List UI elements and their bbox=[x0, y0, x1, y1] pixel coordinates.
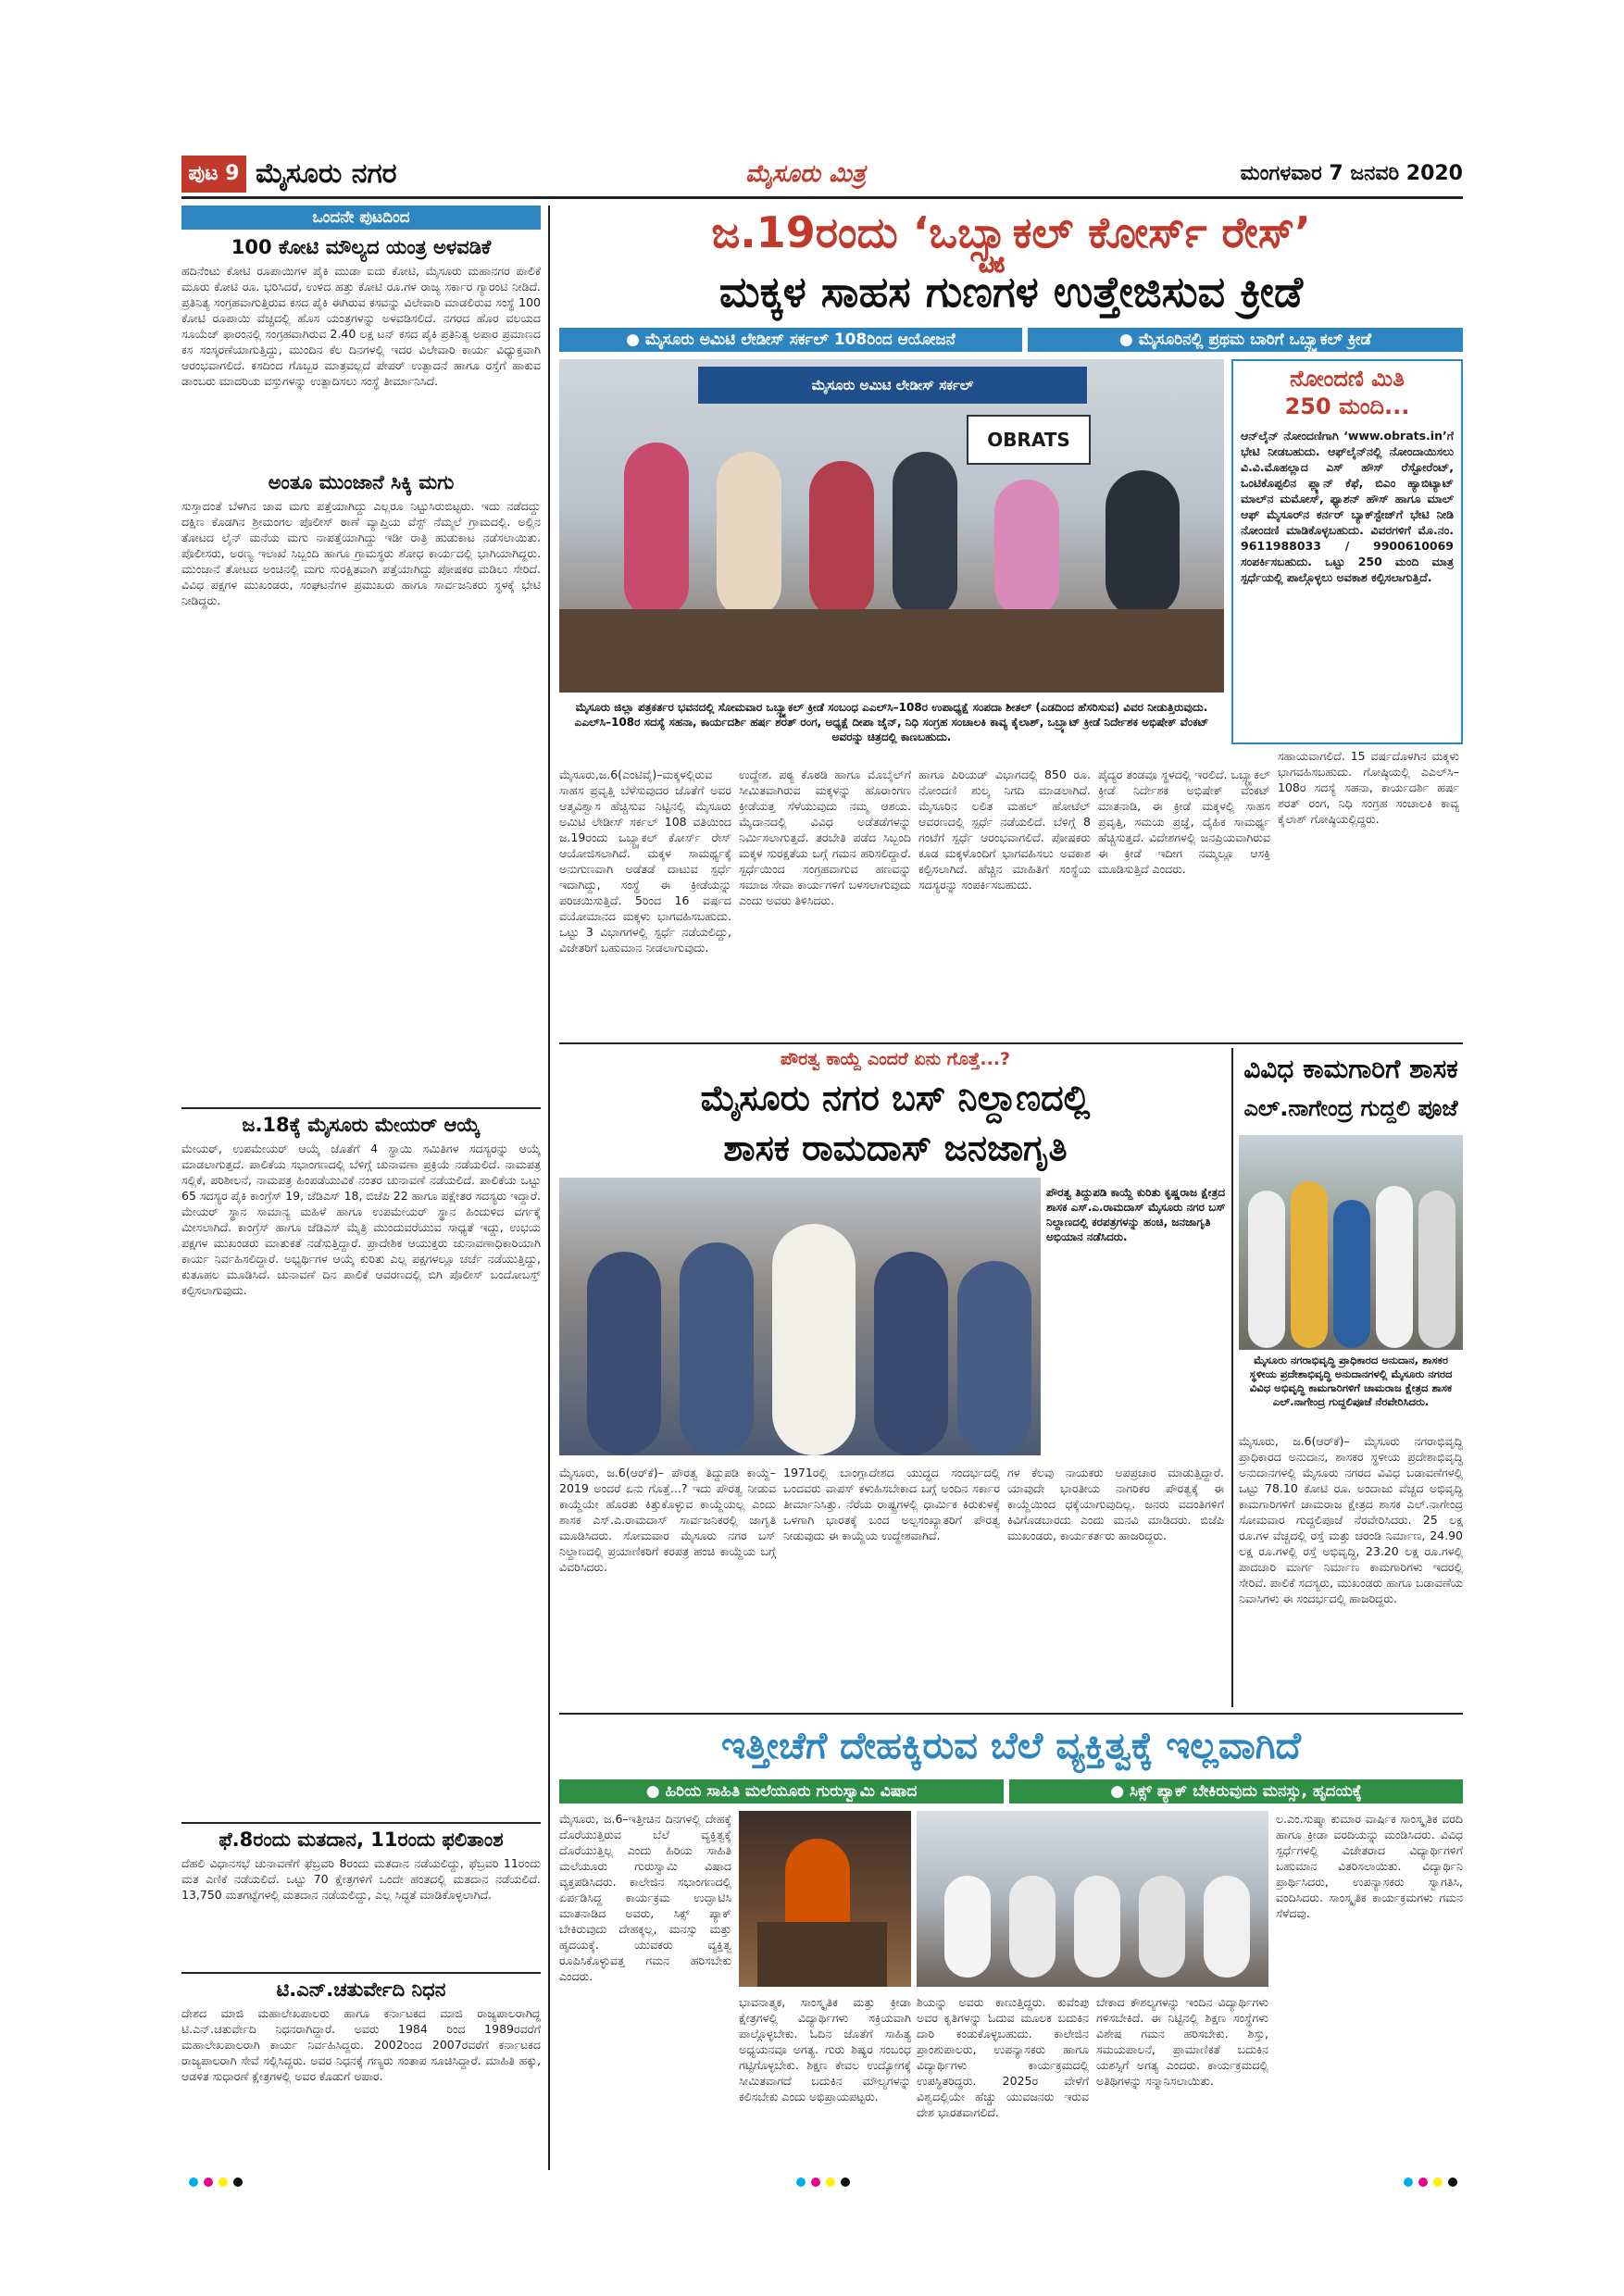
top-strap-1-text: ಮೈಸೂರು ಅಮಿಟಿ ಲೇಡೀಸ್ ಸರ್ಕಲ್ 108ರಿಂದ ಆಯೋಜನೆ bbox=[644, 331, 956, 349]
story-body-mayor: ಮೇಯರ್, ಉಪಮೇಯರ್ ಆಯ್ಕೆ ಜೊತೆಗೆ 4 ಸ್ಥಾಯಿ ಸಮಿತಿಗಳ ಸದಸ್ಯರನ್ನು ಆಯ್ಕೆ ಮಾಡಲಾಗುತ್ತದೆ. ಪಾಲಿಕೆಯ ಸಭಾಂಗಣದಲ್ಲಿ ಬೆಳಿಗ್ಗೆ ಚುನಾವಣಾ ಪ್ರಕ್ರಿಯೆ ನಡೆಯಲಿದೆ. ನಾಮಪತ್ರ ಸಲ್ಲಿಕೆ, ಪರಿಶೀಲನೆ, ನಾಮಪತ್ರ ಹಿಂಪಡೆಯುವಿಕೆ ನಂತರ ಚುನಾವಣೆ ನಡೆಯಲಿದೆ. ಪಾಲಿಕೆಯ ಒಟ್ಟು 65 ಸದಸ್ಯರ ಪೈಕಿ ಕಾಂಗ್ರೆಸ್ 19, ಜೆಡಿಎಸ್ 18, ಬಿಜೆಪಿ 22 ಹಾಗೂ ಪಕ್ಷೇತರ ಸದಸ್ಯರು ಇದ್ದಾರೆ. ಮೇಯರ್ ಸ್ಥಾನ ಸಾಮಾನ್ಯ ಮಹಿಳೆ ಹಾಗೂ ಉಪಮೇಯರ್ ಸ್ಥಾನ ಹಿಂದುಳಿದ ವರ್ಗಕ್ಕೆ ಮೀಸಲಾಗಿದೆ. ಕಾಂಗ್ರೆಸ್ ಹಾಗೂ ಜೆಡಿಎಸ್ ಮೈತ್ರಿ ಮುಂದುವರೆಯುವ ಸಾಧ್ಯತೆ ಇದ್ದು, ಉಭಯ ಪಕ್ಷಗಳ ಮುಖಂಡರು ಮಾತುಕತೆ ನಡೆಸುತ್ತಿದ್ದಾರೆ. ಪ್ರಾದೇಶಿಕ ಆಯುಕ್ತರು ಚುನಾವಣಾಧಿಕಾರಿಯಾಗಿ ಕಾರ್ಯ ನಿರ್ವಹಿಸಲಿದ್ದಾರೆ. ಅಭ್ಯರ್ಥಿಗಳ ಆಯ್ಕೆ ಕುರಿತು ಎಲ್ಲ ಪಕ್ಷಗಳಲ್ಲೂ ಚರ್ಚೆ ನಡೆಯುತ್ತಿದ್ದು, ಕುತೂಹಲ ಮೂಡಿಸಿದೆ. ಚುನಾವಣೆ ದಿನ ಪಾಲಿಕೆ ಆವರಣದಲ್ಲಿ ಬಿಗಿ ಪೊಲೀಸ್ ಬಂದೋಬಸ್ತ್ ಕಲ್ಪಿಸಲಾಗುವುದು. bbox=[181, 1142, 541, 1297]
registration-dot-yellow bbox=[219, 2177, 228, 2187]
registration-dot-magenta bbox=[1418, 2177, 1428, 2187]
person bbox=[1248, 1191, 1285, 1348]
person bbox=[1376, 1186, 1413, 1348]
reg-head-1: ನೋಂದಣಿ ಮಿತಿ bbox=[1290, 366, 1405, 392]
top-headline-1: ಜ.19ರಂದು ‘ಒಬ್ಸ್ಟ್ಯಾಕಲ್ ಕೋರ್ಸ್ ರೇಸ್’ bbox=[711, 207, 1311, 257]
person bbox=[1291, 1181, 1328, 1348]
reg-head-2: 250 ಮಂದಿ... bbox=[1284, 393, 1410, 419]
person bbox=[893, 452, 957, 618]
top-story-col-3: ಹಾಗೂ ಪಿರಿಯಡ್ ವಿಭಾಗದಲ್ಲಿ 850 ರೂ. ನೋಂದಣಿ ಶುಲ್ಕ ನಿಗದಿ ಮಾಡಲಾಗಿದೆ. ಮೈಸೂರಿನ ಲಲಿತ ಮಹಲ್ ಹೋಟೆಲ್ ಆವರಣದಲ್ಲಿ ಸ್ಪರ್ಧೆ ನಡೆಯಲಿದೆ. ಬೆಳಿಗ್ಗೆ 8 ಗಂಟೆಗೆ ಸ್ಪರ್ಧೆ ಆರಂಭವಾಗಲಿದೆ. ಪೋಷಕರು ಕೂಡ ಮಕ್ಕಳೊಂದಿಗೆ ಭಾಗವಹಿಸಲು ಅವಕಾಶ ಕಲ್ಪಿಸಲಾಗಿದೆ. ಹೆಚ್ಚಿನ ಮಾಹಿತಿಗೆ ಸಂಸ್ಥೆಯ ಸದಸ್ಯರನ್ನು ಸಂಪರ್ಕಿಸಬಹುದು. bbox=[918, 767, 1091, 892]
top-story-col-4: ಪೈದ್ಯರ ತಂಡವೂ ಸ್ಥಳದಲ್ಲಿ ಇರಲಿದೆ. ಒಬ್ಸ್ಟ್ಯಾಕಲ್ ಕ್ರೀಡೆ ನಿರ್ದೇಶಕ ಅಭಿಷೇಕ್ ವೆಂಕಟ್ ಮಾತನಾಡಿ, ಈ ಕ್ರೀಡೆ ಮಕ್ಕಳಲ್ಲಿ ಸಾಹಸ ಪ್ರವೃತ್ತಿ, ಸಮಯ ಪ್ರಜ್ಞೆ, ದೈಹಿಕ ಸಾಮರ್ಥ್ಯ ಹೆಚ್ಚಿಸುತ್ತದೆ. ವಿದೇಶಗಳಲ್ಲಿ ಜನಪ್ರಿಯವಾಗಿರುವ ಈ ಕ್ರೀಡೆ ಇದೀಗ ನಮ್ಮಲ್ಲೂ ಆಸಕ್ತಿ ಮೂಡಿಸುತ್ತಿದೆ ಎಂದರು. bbox=[1098, 767, 1270, 876]
story-head-obituary: ಟಿ.ಎನ್.ಚತುರ್ವೇದಿ ನಿಧನ bbox=[181, 1972, 541, 2003]
section-rule-2 bbox=[559, 1713, 1463, 1715]
bottom-col-1: ಮೈಸೂರು, ಜ.6–ಇತ್ತೀಚಿನ ದಿನಗಳಲ್ಲಿ ದೇಹಕ್ಕೆ ದೊರೆಯುತ್ತಿರುವ ಬೆಲೆ ವ್ಯಕ್ತಿತ್ವಕ್ಕೆ ದೊರೆಯುತ್ತಿಲ್ಲ ಎಂದು ಹಿರಿಯ ಸಾಹಿತಿ ಮಲೆಯೂರು ಗುರುಸ್ವಾಮಿ ವಿಷಾದ ವ್ಯಕ್ತಪಡಿಸಿದರು. ಕಾಲೇಜಿನ ಸಭಾಂಗಣದಲ್ಲಿ ಏರ್ಪಡಿಸಿದ್ದ ಕಾರ್ಯಕ್ರಮ ಉದ್ಘಾಟಿಸಿ ಮಾತನಾಡಿದ ಅವರು, ಸಿಕ್ಸ್ ಪ್ಯಾಕ್ ಬೇಕಿರುವುದು ದೇಹಕ್ಕಲ್ಲ, ಮನಸ್ಸು ಮತ್ತು ಹೃದಯಕ್ಕೆ. ಯುವಕರು ವ್ಯಕ್ತಿತ್ವ ರೂಪಿಸಿಕೊಳ್ಳುವತ್ತ ಗಮನ ಹರಿಸಬೇಕು ಎಂದರು. bbox=[559, 1812, 731, 1983]
story-head-mayor: ಜ.18ಕ್ಕೆ ಮೈಸೂರು ಮೇಯರ್ ಆಯ್ಕೆ bbox=[181, 1107, 541, 1139]
top-story-col-5: ಸಹಾಯವಾಗಲಿದೆ. 15 ವರ್ಷದೊಳಗಿನ ಮಕ್ಕಳು ಭಾಗವಹಿಸಬಹುದು. ಗೋಷ್ಠಿಯಲ್ಲಿ ಎಎಲ್‌ಸಿ–108ರ ಸದಸ್ಯೆ ಸಹನಾ, ಕಾರ್ಯದರ್ಶಿ ಹರ್ಷ ಶರತ್ ರಂಗ, ನಿಧಿ ಸಂಗ್ರಹ ಸಂಚಾಲಕಿ ಕಾವ್ಯ ಕೈಲಾಶ್ ಗೋಷ್ಠಿಯಲ್ಲಿದ್ದರು. bbox=[1278, 749, 1459, 826]
guest bbox=[1204, 1876, 1250, 1978]
person bbox=[809, 461, 874, 618]
bottom-col-2: ಭಾವನಾತ್ಮಕ, ಸಾಂಸ್ಕೃತಿಕ ಮತ್ತು ಕ್ರೀಡಾ ಕ್ಷೇತ್ರಗಳಲ್ಲಿ ವಿದ್ಯಾರ್ಥಿಗಳು ಸಕ್ರಿಯವಾಗಿ ಪಾಲ್ಗೊಳ್ಳಬೇಕು. ಓದಿನ ಜೊತೆಗೆ ಸಾಹಿತ್ಯ ಅಧ್ಯಯನವೂ ಅಗತ್ಯ. ಗುರು ಶಿಷ್ಯರ ಸಂಬಂಧ ಗಟ್ಟಿಗೊಳ್ಳಬೇಕು. ಶಿಕ್ಷಣ ಕೇವಲ ಉದ್ಯೋಗಕ್ಕೆ ಸೀಮಿತವಾಗದೆ ಬದುಕಿನ ಮೌಲ್ಯಗಳನ್ನು ಕಲಿಸಬೇಕು ಎಂದು ಅಭಿಪ್ರಾಯಪಟ್ಟರು. bbox=[739, 1995, 911, 2103]
speaker-photo bbox=[739, 1811, 911, 1987]
story-body-child: ಸುಸ್ತಾದಂತೆ ಬೆಳಗಿನ ಜಾವ ಮಗು ಪತ್ತೆಯಾಗಿದ್ದು ಎಲ್ಲರೂ ನಿಟ್ಟುಸಿರುಬಿಟ್ಟರು. ಇದು ನಡೆದದ್ದು ದಕ್ಷಿಣ ಕೊಡಗಿನ ಶ್ರೀಮಂಗಲ ಪೊಲೀಸ್ ಠಾಣೆ ವ್ಯಾಪ್ತಿಯ ವೆಸ್ಟ್ ನೆಮ್ಮಲೆ ಗ್ರಾಮದಲ್ಲಿ. ಅಲ್ಲಿನ ತೋಟದ ಲೈನ್ ಮನೆಯ ಮಗು ನಾಪತ್ತೆಯಾಗಿದ್ದು ಇಡೀ ರಾತ್ರಿ ಹುಡುಕಾಟ ನಡೆಸಲಾಯಿತು. ಪೊಲೀಸರು, ಅರಣ್ಯ ಇಲಾಖೆ ಸಿಬ್ಬಂದಿ ಹಾಗೂ ಗ್ರಾಮಸ್ಥರು ಶೋಧ ಕಾರ್ಯದಲ್ಲಿ ಭಾಗಿಯಾಗಿದ್ದರು. ಮುಂಜಾನೆ ತೋಟದ ಅಂಚಿನಲ್ಲಿ ಮಗು ಸುರಕ್ಷಿತವಾಗಿ ಪತ್ತೆಯಾಗಿದ್ದು ಪೋಷಕರ ಮಡಿಲು ಸೇರಿದೆ. ವಿವಿಧ ಪಕ್ಷಗಳ ಮುಖಂಡರು, ಸಂಘಟನೆಗಳ ಪ್ರಮುಖರು ಹಾಗೂ ಸಾರ್ವಜನಿಕರು ಸ್ಥಳಕ್ಕೆ ಭೇಟಿ ನೀಡಿದ್ದರು. bbox=[181, 499, 541, 607]
guest bbox=[1009, 1876, 1056, 1978]
podium bbox=[757, 1922, 887, 1987]
top-strap-2: ● ಮೈಸೂರಿನಲ್ಲಿ ಪ್ರಥಮ ಬಾರಿಗೆ ಒಬ್ಸ್ಟ್ಯಾಕಲ್ ಕ್ರೀಡೆ bbox=[1028, 328, 1463, 352]
person bbox=[717, 452, 781, 618]
press-meet-caption: ಮೈಸೂರು ಜಿಲ್ಲಾ ಪತ್ರಕರ್ತರ ಭವನದಲ್ಲಿ ಸೋಮವಾರ ಒಬ್ಸ್ಟ್ಯಾಕಲ್ ಕ್ರೀಡೆ ಸಂಬಂಧ ಎಎಲ್‌ಸಿ–108ರ ಉಪಾಧ್ಯಕ್ಷೆ ಸಂಪದಾ ಶೀತಲ್ (ಎಡದಿಂದ ಹೆಸರಿಸುವ) ವಿವರ ನೀಡುತ್ತಿರುವುದು. ಎಎಲ್‌ಸಿ–108ರ ಸದಸ್ಯೆ ಸಹನಾ, ಕಾರ್ಯದರ್ಶಿ ಹರ್ಷ ಶರತ್ ರಂಗ, ಅಧ್ಯಕ್ಷೆ ದೀಪಾ ಜೈನ್, ನಿಧಿ ಸಂಗ್ರಹ ಸಂಚಾಲಕಿ ಕಾವ್ಯ ಕೈಲಾಶ್, ಒಬ್ರ್ಯಾಟ್ ಕ್ರೀಡೆ ನಿರ್ದೇಶಕ ಅಭಿಷೇಕ್ ವೆಂಕಟ್ ಅವರನ್ನು ಚಿತ್ರದಲ್ಲಿ ಕಾಣಬಹುದು. bbox=[574, 701, 1209, 743]
obrats-logo: OBRATS bbox=[967, 415, 1091, 465]
student bbox=[957, 1261, 1031, 1455]
registration-dot-yellow bbox=[826, 2177, 835, 2187]
mid-divider bbox=[1231, 1048, 1233, 1707]
registration-dot-magenta bbox=[204, 2177, 213, 2187]
registration-dot-black bbox=[1448, 2177, 1457, 2187]
person bbox=[1418, 1191, 1455, 1348]
page-badge: ಪುಟ 9 bbox=[181, 156, 246, 193]
guest bbox=[1074, 1876, 1120, 1978]
top-story-col-1: ಮೈಸೂರು,ಜ.6(ಎಂಟಿವೈ)–ಮಕ್ಕಳಲ್ಲಿರುವ ಸಾಹಸ ಪ್ರವೃತ್ತಿ ಬೆಳೆಸುವುದರ ಜೊತೆಗೆ ಅವರ ಆತ್ಮವಿಶ್ವಾಸ ಹೆಚ್ಚಿಸುವ ನಿಟ್ಟಿನಲ್ಲಿ ಮೈಸೂರು ಅಮಿಟಿ ಲೇಡೀಸ್ ಸರ್ಕಲ್ 108 ವತಿಯಿಂದ ಜ.19ರಂದು ಒಬ್ಸ್ಟ್ಯಾಕಲ್ ಕೋರ್ಸ್ ರೇಸ್ ಆಯೋಜಿಸಲಾಗಿದೆ. ಮಕ್ಕಳ ಸಾಮರ್ಥ್ಯಕ್ಕೆ ಅನುಗುಣವಾಗಿ ಅಡೆತಡೆ ದಾಟುವ ಸ್ಪರ್ಧೆ ಇದಾಗಿದ್ದು, ಸಂಸ್ಥೆ ಈ ಕ್ರೀಡೆಯನ್ನು ಪರಿಚಯಿಸುತ್ತಿದೆ. 5ರಿಂದ 16 ವರ್ಷದ ವಯೋಮಾನದ ಮಕ್ಕಳು ಭಾಗವಹಿಸಬಹುದು. ಒಟ್ಟು 3 ವಿಭಾಗಗಳಲ್ಲಿ ಸ್ಪರ್ಧೆ ನಡೆಯಲಿದ್ದು, ವಿಜೇತರಿಗೆ ಬಹುಮಾನ ನೀಡಲಾಗುವುದು. bbox=[559, 767, 731, 955]
bus-stand-photo bbox=[559, 1178, 1041, 1455]
guest bbox=[1139, 1876, 1185, 1978]
student bbox=[587, 1252, 661, 1455]
registration-box bbox=[1231, 359, 1463, 744]
student bbox=[680, 1242, 754, 1455]
press-meet-photo bbox=[559, 359, 1224, 693]
reg-body: ಆನ್‌ಲೈನ್ ನೋಂದಣಿಗಾಗಿ ‘www.obrats.in’ಗೆ ಭೇಟಿ ನೀಡಬಹುದು. ಆಫ್‌ಲೈನ್‌ನಲ್ಲಿ ನೋಂದಾಯಿಸಲು ವಿ.ವಿ.ಮೊಹಲ್ಲಾದ ಎಸ್ ಹೌಸ್ ರೆಸ್ಟೋರೆಂಟ್, ಒಂಟಿಕೊಪ್ಪಲಿನ ಪ್ಲ್ಯಾನ್ ಕೆಫೆ, ಬಿಎಂ ಹ್ಯಾಬಿಟ್ಯಾಟ್ ಮಾಲ್‌ನ ಮಮೋಸ್, ಫ್ಯಾಶನ್ ಹೌಸ್ ಹಾಗೂ ಮಾಲ್ ಆಫ್ ಮೈಸೂರ್‌ನ ಕರ್ನರ್ ಬ್ಯಾಕ್‌ಸ್ಟೇಜ್‌ಗೆ ಭೇಟಿ ನೀಡಿ ನೋಂದಣಿ ಮಾಡಿಕೊಳ್ಳಬಹುದು. ವಿವರಗಳಿಗೆ ಮೊ.ನಂ. 9611988033 / 9900610069 ಸಂಪರ್ಕಿಸಬಹುದು. ಒಟ್ಟು 250 ಮಂದಿ ಮಾತ್ರ ಸ್ಪರ್ಧೆಯಲ್ಲಿ ಪಾಲ್ಗೊಳ್ಳಲು ಅವಕಾಶ ಕಲ್ಪಿಸಲಾಗುತ್ತಿದೆ. bbox=[1241, 429, 1454, 584]
bottom-col-3: ಶಿಯನ್ನು ಅವರು ಕಾಣುತ್ತಿದ್ದರು. ಕುವೆಂಪು ಅವರ ಕೃತಿಗಳನ್ನು ಓದುವ ಮೂಲಕ ಬದುಕಿನ ದಾರಿ ಕಂಡುಕೊಳ್ಳಬಹುದು. ಕಾಲೇಜಿನ ಪ್ರಾಂಶುಪಾಲರು, ಉಪನ್ಯಾಸಕರು ಹಾಗೂ ವಿದ್ಯಾರ್ಥಿಗಳು ಕಾರ್ಯಕ್ರಮದಲ್ಲಿ ಉಪಸ್ಥಿತರಿದ್ದರು. 2025ರ ವೇಳೆಗೆ ವಿಶ್ವದಲ್ಲಿಯೇ ಹೆಚ್ಚು ಯುವಜನರು ಇರುವ ದೇಶ ಭಾರತವಾಗಲಿದೆ. bbox=[917, 1995, 1089, 2119]
registration-dot-cyan bbox=[796, 2177, 806, 2187]
mla-body: ಮೈಸೂರು, ಜ.6(ಆರ್‌ಕೆ)– ಮೈಸೂರು ನಗರಾಭಿವೃದ್ಧಿ ಪ್ರಾಧಿಕಾರದ ಅನುದಾನ, ಶಾಸಕರ ಸ್ಥಳೀಯ ಪ್ರದೇಶಾಭಿವೃದ್ಧಿ ಅನುದಾನಗಳಲ್ಲಿ ಮೈಸೂರು ನಗರದ ವಿವಿಧ ಬಡಾವಣೆಗಳಲ್ಲಿ ಒಟ್ಟು 78.10 ಕೋಟಿ ರೂ. ಅಂದಾಜು ವೆಚ್ಚದ ಅಭಿವೃದ್ಧಿ ಕಾಮಗಾರಿಗಳಿಗೆ ಚಾಮರಾಜ ಕ್ಷೇತ್ರದ ಶಾಸಕ ಎಲ್.ನಾಗೇಂದ್ರ ಸೋಮವಾರ ಗುದ್ದಲಿಪೂಜೆ ನೆರವೇರಿಸಿದರು. 25 ಲಕ್ಷ ರೂ.ಗಳ ವೆಚ್ಚದಲ್ಲಿ ರಸ್ತೆ ಮತ್ತು ಚರಂಡಿ ನಿರ್ಮಾಣ, 24.90 ಲಕ್ಷ ರೂ.ಗಳಲ್ಲಿ ರಸ್ತೆ ಅಭಿವೃದ್ಧಿ, 23.20 ಲಕ್ಷ ರೂ.ಗಳಲ್ಲಿ ಪಾದಚಾರಿ ಮಾರ್ಗ ನಿರ್ಮಾಣ ಕಾಮಗಾರಿಗಳು ಇದರಲ್ಲಿ ಸೇರಿವೆ. ಪಾಲಿಕೆ ಸದಸ್ಯರು, ಮುಖಂಡರು ಹಾಗೂ ಬಡಾವಣೆಯ ನಿವಾಸಿಗಳು ಈ ಸಂದರ್ಭದಲ್ಲಿ ಹಾಜರಿದ್ದರು. bbox=[1239, 1434, 1463, 1605]
person bbox=[1333, 1200, 1370, 1348]
story-body-obituary: ದೇಶದ ಮಾಜಿ ಮಹಾಲೇಖಪಾಲರು ಹಾಗೂ ಕರ್ನಾಟಕದ ಮಾಜಿ ರಾಜ್ಯಪಾಲರಾಗಿದ್ದ ಟಿ.ಎನ್.ಚತುರ್ವೇದಿ ನಿಧನರಾಗಿದ್ದಾರೆ. ಅವರು 1984 ರಿಂದ 1989ರವರೆಗೆ ಮಹಾಲೇಖಪಾಲರಾಗಿ ಕಾರ್ಯ ನಿರ್ವಹಿಸಿದ್ದರು. 2002ರಿಂದ 2007ರವರೆಗೆ ಕರ್ನಾಟಕದ ರಾಜ್ಯಪಾಲರಾಗಿ ಸೇವೆ ಸಲ್ಲಿಸಿದ್ದರು. ಅವರ ನಿಧನಕ್ಕೆ ಗಣ್ಯರು ಸಂತಾಪ ಸೂಚಿಸಿದ್ದಾರೆ. ಮಾಹಿತಿ ಹಕ್ಕು, ಆಡಳಿತ ಸುಧಾರಣೆ ಕ್ಷೇತ್ರಗಳಲ್ಲಿ ಅವರ ಕೊಡುಗೆ ಅಪಾರ. bbox=[181, 2006, 541, 2083]
registration-dot-black bbox=[233, 2177, 243, 2187]
continued-label: ಒಂದನೇ ಪುಟದಿಂದ bbox=[181, 206, 541, 230]
person bbox=[624, 443, 689, 618]
left-column-divider bbox=[548, 206, 550, 2170]
registration-dot-black bbox=[841, 2177, 850, 2187]
bottom-headline: ಇತ್ತೀಚೆಗೆ ದೇಹಕ್ಕಿರುವ ಬೆಲೆ ವ್ಯಕ್ತಿತ್ವಕ್ಕೆ ಇಲ್ಲವಾಗಿದೆ bbox=[720, 1725, 1302, 1767]
bus-col-1: ಮೈಸೂರು, ಜ.6(ಆರ್‌ಕೆ)– ಪೌರತ್ವ ತಿದ್ದುಪಡಿ ಕಾಯ್ದೆ–2019 ಅಂದರೆ ಏನು ಗೊತ್ತೆ...? ಇದು ಪೌರತ್ವ ನೀಡುವ ಕಾಯ್ದೆಯೇ ಹೊರತು ಕಿತ್ತುಕೊಳ್ಳುವ ಕಾಯ್ದೆಯಲ್ಲ ಎಂದು ಶಾಸಕ ಎಸ್.ಎ.ರಾಮದಾಸ್ ಸಾರ್ವಜನಿಕರಲ್ಲಿ ಜಾಗೃತಿ ಮೂಡಿಸಿದರು. ಸೋಮವಾರ ಮೈಸೂರು ನಗರ ಬಸ್ ನಿಲ್ದಾಣದಲ್ಲಿ ಪ್ರಯಾಣಿಕರಿಗೆ ಕರಪತ್ರ ಹಂಚಿ ಕಾಯ್ದೆಯ ಬಗ್ಗೆ ವಿವರಿಸಿದರು. bbox=[559, 1466, 776, 1574]
registration-dot-magenta bbox=[811, 2177, 820, 2187]
groundbreaking-photo bbox=[1239, 1135, 1463, 1350]
section-title: ಮೈಸೂರು ನಗರ bbox=[256, 157, 397, 190]
bottom-col-4: ಬೇಕಾದ ಕೌಶಲ್ಯಗಳನ್ನು ಇಂದಿನ ವಿದ್ಯಾರ್ಥಿಗಳು ಗಳಿಸಬೇಕಿದೆ. ಈ ನಿಟ್ಟಿನಲ್ಲಿ ಶಿಕ್ಷಣ ಸಂಸ್ಥೆಗಳು ವಿಶೇಷ ಗಮನ ಹರಿಸಬೇಕು. ಶಿಸ್ತು, ಸಮಯಪಾಲನೆ, ಪ್ರಾಮಾಣಿಕತೆ ಬದುಕಿನ ಯಶಸ್ಸಿಗೆ ಅಗತ್ಯ ಎಂದರು. ಕಾರ್ಯಕ್ರಮದಲ್ಲಿ ಅತಿಥಿಗಳನ್ನು ಸನ್ಮಾನಿಸಲಾಯಿತು. bbox=[1096, 1995, 1268, 2088]
mla-figure bbox=[772, 1224, 856, 1455]
section-rule bbox=[559, 1042, 1463, 1044]
registration-dot-cyan bbox=[189, 2177, 198, 2187]
masthead: ಮೈಸೂರು ಮಿತ್ರ bbox=[745, 160, 866, 188]
groundbreaking-caption: ಮೈಸೂರು ನಗರಾಭಿವೃದ್ಧಿ ಪ್ರಾಧಿಕಾರದ ಅನುದಾನ, ಶಾಸಕರ ಸ್ಥಳೀಯ ಪ್ರದೇಶಾಭಿವೃದ್ಧಿ ಅನುದಾನಗಳಲ್ಲಿ ಮೈಸೂರು ನಗರದ ವಿವಿಧ ಅಭಿವೃದ್ಧಿ ಕಾಮಗಾರಿಗಳಿಗೆ ಚಾಮರಾಜ ಕ್ಷೇತ್ರದ ಶಾಸಕ ಎಲ್.ನಾಗೇಂದ್ರ ಗುದ್ದಲಿಪೂಜೆ ನೆರವೇರಿಸಿದರು. bbox=[1249, 1354, 1453, 1408]
banner: ಮೈಸೂರು ಅಮಿಟಿ ಲೇಡೀಸ್ ಸರ್ಕಲ್ bbox=[698, 367, 1087, 404]
bus-col-3: ಗಳ ಕೆಲವು ನಾಯಕರು ಅಪಪ್ರಚಾರ ಮಾಡುತ್ತಿದ್ದಾರೆ. ಯಾವುದೇ ಭಾರತೀಯ ನಾಗರಿಕರ ಪೌರತ್ವಕ್ಕೆ ಈ ಕಾಯ್ದೆಯಿಂದ ಧಕ್ಕೆಯಾಗುವುದಿಲ್ಲ. ಜನರು ವದಂತಿಗಳಿಗೆ ಕಿವಿಗೊಡಬಾರದು ಎಂದು ಮನವಿ ಮಾಡಿದರು. ಬಿಜೆಪಿ ಮುಖಂಡರು, ಕಾರ್ಯಕರ್ತರು ಹಾಜರಿದ್ದರು. bbox=[1007, 1466, 1224, 1542]
bottom-strap-1: ● ಹಿರಿಯ ಸಾಹಿತಿ ಮಲೆಯೂರು ಗುರುಸ್ವಾಮಿ ವಿಷಾದ bbox=[559, 1779, 1004, 1803]
student bbox=[874, 1252, 948, 1455]
bus-headline-2: ಶಾಸಕ ರಾಮದಾಸ್ ಜನಜಾಗೃತಿ bbox=[723, 1128, 1068, 1168]
bottom-strap-2: ● ಸಿಕ್ಸ್ ಪ್ಯಾಕ್ ಬೇಕಿರುವುದು ಮನಸ್ಸು, ಹೃದಯಕ್ಕೆ bbox=[1009, 1779, 1463, 1803]
bottom-strap-1-text: ಹಿರಿಯ ಸಾಹಿತಿ ಮಲೆಯೂರು ಗುರುಸ್ವಾಮಿ ವಿಷಾದ bbox=[665, 1782, 918, 1801]
top-strap-1: ● ಮೈಸೂರು ಅಮಿಟಿ ಲೇಡೀಸ್ ಸರ್ಕಲ್ 108ರಿಂದ ಆಯೋಜನೆ bbox=[559, 328, 1022, 352]
registration-dot-yellow bbox=[1433, 2177, 1443, 2187]
person bbox=[1106, 470, 1180, 618]
guest bbox=[944, 1876, 991, 1978]
bus-headline-1: ಮೈಸೂರು ನಗರ ಬಸ್ ನಿಲ್ದಾಣದಲ್ಲಿ bbox=[700, 1078, 1091, 1118]
story-head-election: ಫೆ.8ರಂದು ಮತದಾನ, 11ರಂದು ಫಲಿತಾಂಶ bbox=[181, 1822, 541, 1853]
story-body-machine: ಹದಿನೆಂಟು ಕೋಟಿ ರೂಪಾಯಿಗಳ ಪೈಕಿ ಮುಡಾ ಐದು ಕೋಟಿ, ಮೈಸೂರು ಮಹಾನಗರ ಪಾಲಿಕೆ ಮೂರು ಕೋಟಿ ರೂ. ಭರಿಸಿದರೆ, ಉಳಿದ ಹತ್ತು ಕೋಟಿ ರೂ.ಗಳ ರಾಜ್ಯ ಸರ್ಕಾರ ಗ್ಯಾರಂಟಿ ನೀಡಿದೆ. ಪ್ರತಿನಿತ್ಯ ಸಂಗ್ರಹವಾಗುತ್ತಿರುವ ಕಸದ ಪೈಕಿ ಈಗಿರುವ ಕಸವನ್ನು ವಿಲೇವಾರಿ ಮಾಡಲಿರುವ ಸಂಸ್ಥೆ 100 ಕೋಟಿ ರೂಪಾಯಿ ವೆಚ್ಚದಲ್ಲಿ ಹೊಸ ಯಂತ್ರಗಳನ್ನು ಅಳವಡಿಸಲಿದೆ. ನಗರದ ಹೊರ ವಲಯದ ಸೂಯೆಜ್ ಫಾರಂನಲ್ಲಿ ಸಂಗ್ರಹವಾಗಿರುವ 2.40 ಲಕ್ಷ ಟನ್ ಕಸದ ಪೈಕಿ ಪ್ರತಿನಿತ್ಯ ಅಪಾರ ಪ್ರಮಾಣದ ಕಸ ಸಂಸ್ಕರಣೆಯಾಗುತ್ತಿದ್ದು, ಮುಂದಿನ ಕೆಲ ದಿನಗಳಲ್ಲಿ ಇದರ ವಿಲೇವಾರಿ ಕಾರ್ಯ ವಿಧ್ಯುಕ್ತವಾಗಿ ಆರಂಭವಾಗಲಿದೆ. ಕಸದಿಂದ ಗೊಬ್ಬರ ಮಾತ್ರವಲ್ಲದೆ ಪೇಪರ್ ಉತ್ಪಾದನೆ ಹಾಗೂ ರಸ್ತೆಗೆ ಹಾಕುವ ಡಾಂಬರು ಮಾದರಿಯ ವಸ್ತುಗಳನ್ನು ಉತ್ಪಾದಿಸಲು ಸಂಸ್ಥೆ ತೀರ್ಮಾನಿಸಿದೆ. bbox=[181, 264, 541, 388]
story-body-election: ದೆಹಲಿ ವಿಧಾನಸಭೆ ಚುನಾವಣೆಗೆ ಫೆಬ್ರವರಿ 8ರಂದು ಮತದಾನ ನಡೆಯಲಿದ್ದು, ಫೆಬ್ರವರಿ 11ರಂದು ಮತ ಎಣಿಕೆ ನಡೆಯಲಿದೆ. ಒಟ್ಟು 70 ಕ್ಷೇತ್ರಗಳಿಗೆ ಒಂದೇ ಹಂತದಲ್ಲಿ ಮತದಾನ ನಡೆಯಲಿದೆ. 13,750 ಮತಗಟ್ಟೆಗಳಲ್ಲಿ ಮತದಾನ ನಡೆಯಲಿದ್ದು, ಎಲ್ಲ ಸಿದ್ಧತೆ ಮಾಡಿಕೊಳ್ಳಲಾಗಿದೆ. bbox=[181, 1856, 541, 1902]
bottom-col-5: ಲ.ಎಂ.ಸುಷ್ಮಾ ಕುಮಾರ ವಾರ್ಷಿಕ ಸಾಂಸ್ಕೃತಿಕ ವರದಿ ಹಾಗೂ ಕ್ರೀಡಾ ವರದಿಯನ್ನು ಮಂಡಿಸಿದರು. ವಿವಿಧ ಸ್ಪರ್ಧೆಗಳಲ್ಲಿ ವಿಜೇತರಾದ ವಿದ್ಯಾರ್ಥಿಗಳಿಗೆ ಬಹುಮಾನ ವಿತರಿಸಲಾಯಿತು. ವಿದ್ಯಾರ್ಥಿನಿ ಪ್ರಾರ್ಥಿಸಿದರು, ಉಪನ್ಯಾಸಕರು ಸ್ವಾಗತಿಸಿ, ವಂದಿಸಿದರು. ಸಾಂಸ್ಕೃತಿಕ ಕಾರ್ಯಕ್ರಮಗಳು ಗಮನ ಸೆಳೆದವು. bbox=[1276, 1812, 1463, 1920]
audience-photo bbox=[917, 1811, 1268, 1987]
story-head-child: ಅಂತೂ ಮುಂಜಾನೆ ಸಿಕ್ಕಿ ಮಗು bbox=[268, 471, 455, 493]
bus-col-2: 1971ರಲ್ಲಿ ಬಾಂಗ್ಲಾದೇಶದ ಯುದ್ಧದ ಸಂದರ್ಭದಲ್ಲಿ ಬಂದವರು ವಾಪಸ್ ಕಳುಹಿಸಬೇಕಾದ ಬಗ್ಗೆ ಅಂದಿನ ಸರ್ಕಾರ ತೀರ್ಮಾನಿಸಿತ್ತು. ನೆರೆಯ ರಾಷ್ಟ್ರಗಳಲ್ಲಿ ಧಾರ್ಮಿಕ ಕಿರುಕುಳಕ್ಕೆ ಒಳಗಾಗಿ ಭಾರತಕ್ಕೆ ಬಂದ ಅಲ್ಪಸಂಖ್ಯಾತರಿಗೆ ಪೌರತ್ವ ನೀಡುವುದು ಈ ಕಾಯ್ದೆಯ ಉದ್ದೇಶವಾಗಿದೆ. bbox=[783, 1466, 1000, 1542]
bottom-strap-2-text: ಸಿಕ್ಸ್ ಪ್ಯಾಕ್ ಬೇಕಿರುವುದು ಮನಸ್ಸು, ಹೃದಯಕ್ಕೆ bbox=[1130, 1782, 1362, 1801]
issue-date: ಮಂಗಳವಾರ 7 ಜನವರಿ 2020 bbox=[1240, 162, 1463, 185]
mla-headline-1: ವಿವಿಧ ಕಾಮಗಾರಿಗೆ ಶಾಸಕ bbox=[1243, 1054, 1458, 1084]
bus-kicker: ಪೌರತ್ವ ಕಾಯ್ದೆ ಎಂದರೆ ಏನು ಗೊತ್ತೆ...? bbox=[780, 1049, 1011, 1069]
bus-photo-caption: ಪೌರತ್ವ ತಿದ್ದುಪಡಿ ಕಾಯ್ದೆ ಕುರಿತು ಕೃಷ್ಣರಾಜ ಕ್ಷೇತ್ರದ ಶಾಸಕ ಎಸ್.ಎ.ರಾಮದಾಸ್ ಮೈಸೂರು ನಗರ ಬಸ್ ನಿಲ್ದಾಣದಲ್ಲಿ ಕರಪತ್ರಗಳನ್ನು ಹಂಚಿ, ಜನಜಾಗೃತಿ ಅಭಿಯಾನ ನಡೆಸಿದರು. bbox=[1046, 1186, 1226, 1243]
top-strap-2-text: ಮೈಸೂರಿನಲ್ಲಿ ಪ್ರಥಮ ಬಾರಿಗೆ ಒಬ್ಸ್ಟ್ಯಾಕಲ್ ಕ್ರೀಡೆ bbox=[1138, 331, 1372, 349]
mla-headline-2: ಎಲ್.ನಾಗೇಂದ್ರ ಗುದ್ದಲಿ ಪೂಜೆ bbox=[1243, 1095, 1458, 1121]
story-head-machine: 100 ಕೋಟಿ ಮೌಲ್ಯದ ಯಂತ್ರ ಅಳವಡಿಕೆ bbox=[231, 236, 492, 258]
top-story-col-2: ಉದ್ದೇಶ. ಪಠ್ಯ ಕೊಠಡಿ ಹಾಗೂ ಮೊಬೈಲ್‌ಗೆ ಸೀಮಿತವಾಗಿರುವ ಮಕ್ಕಳನ್ನು ಹೊರಾಂಗಣ ಕ್ರೀಡೆಯತ್ತ ಸೆಳೆಯುವುದು ನಮ್ಮ ಆಶಯ. ಮೈದಾನದಲ್ಲಿ ವಿವಿಧ ಅಡೆತಡೆಗಳನ್ನು ನಿರ್ಮಿಸಲಾಗುತ್ತದೆ. ತರಬೇತಿ ಪಡೆದ ಸಿಬ್ಬಂದಿ ಮಕ್ಕಳ ಸುರಕ್ಷತೆಯ ಬಗ್ಗೆ ಗಮನ ಹರಿಸಲಿದ್ದಾರೆ. ಸ್ಪರ್ಧೆಯಿಂದ ಸಂಗ್ರಹವಾಗುವ ಹಣವನ್ನು ಸಮಾಜ ಸೇವಾ ಕಾರ್ಯಗಳಿಗೆ ಬಳಸಲಾಗುವುದು ಎಂದು ಅವರು ತಿಳಿಸಿದರು. bbox=[739, 767, 911, 907]
person bbox=[994, 480, 1059, 618]
registration-dot-cyan bbox=[1404, 2177, 1413, 2187]
table bbox=[559, 609, 1224, 693]
header-rule bbox=[181, 196, 1463, 199]
top-headline-2: ಮಕ್ಕಳ ಸಾಹಸ ಗುಣಗಳ ಉತ್ತೇಜಿಸುವ ಕ್ರೀಡೆ bbox=[718, 267, 1304, 317]
